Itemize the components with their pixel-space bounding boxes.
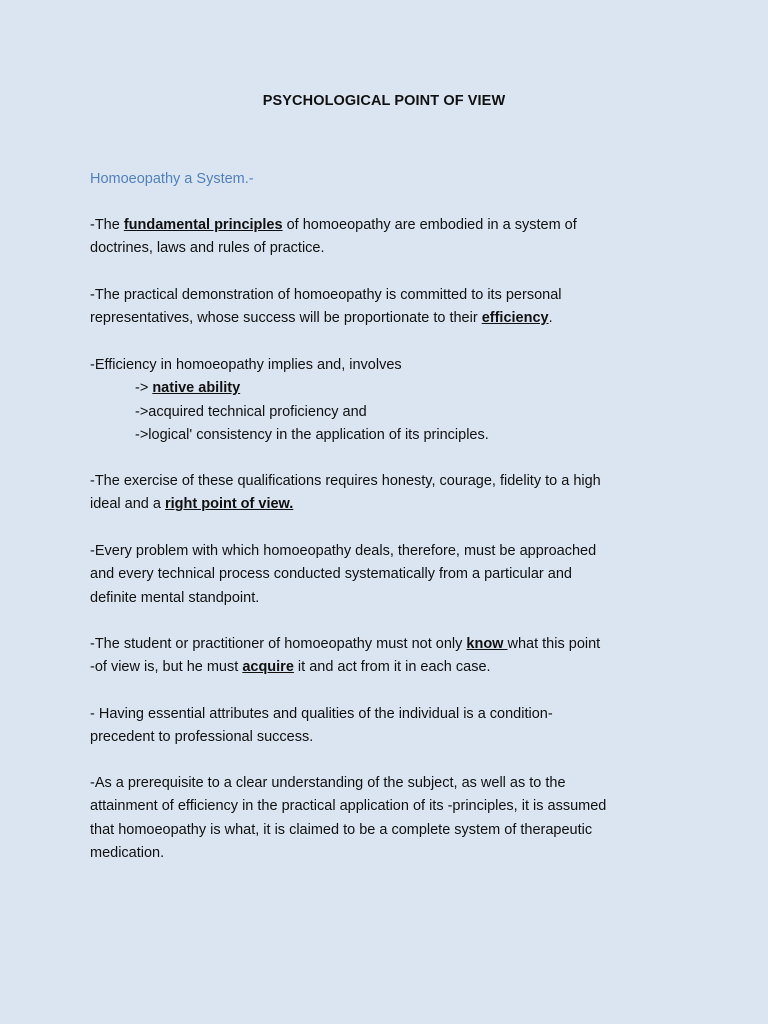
text: -The — [90, 217, 124, 233]
paragraph-6 — [90, 633, 680, 680]
text: representatives, whose success will be proportionate to their — [90, 310, 482, 327]
arrow-text: -> — [135, 380, 153, 397]
paragraph-5-line-2: and every technical process conducted systematically from a particular and — [90, 566, 572, 583]
paragraph-4-line-1: -The exercise of these qualifications requires honesty, courage, fidelity to a high — [90, 473, 601, 489]
emphasis-fundamental-principles: fundamental principles — [123, 217, 283, 233]
paragraph-7-line-2: precedent to professional success. — [90, 729, 314, 746]
paragraph-4-line-2 — [90, 493, 680, 516]
emphasis-know: know — [466, 636, 508, 652]
text: it and act from it in each case. — [293, 659, 491, 676]
paragraph-5-line-1: -Every problem with which homoeopathy deals, therefore, must be approached — [90, 543, 597, 559]
text: . — [548, 310, 553, 327]
emphasis-right-point-of-view: right point of view. — [164, 496, 294, 513]
paragraph-8 — [90, 772, 680, 865]
paragraph-2-line-1: -The practical demonstration of homoeopathy is committed to its personal — [90, 287, 562, 303]
paragraph-6-line-2 — [90, 656, 680, 679]
paragraph-2-line-2 — [90, 307, 680, 330]
paragraph-5 — [90, 540, 680, 610]
paragraph-1-line-1 — [90, 214, 680, 237]
text: ideal and a — [90, 496, 165, 513]
paragraph-3 — [90, 354, 680, 447]
paragraph-4 — [90, 470, 680, 517]
emphasis-native-ability: native ability — [152, 380, 241, 397]
list-item: ->logical' consistency in the application of its principles. — [135, 426, 489, 443]
paragraph-7-line-1: - Having essential attributes and qualities of the individual is a condition- — [90, 706, 553, 722]
paragraph-8-line-4: medication. — [90, 844, 165, 861]
paragraph-7 — [90, 703, 680, 750]
section-heading-suffix: .- — [244, 171, 254, 187]
text: -The student or practitioner of homoeopathy must not only — [90, 636, 467, 652]
emphasis-efficiency: efficiency — [481, 310, 549, 327]
paragraph-2 — [90, 284, 680, 331]
paragraph-1 — [90, 214, 680, 261]
paragraph-5-line-3: definite mental standpoint. — [90, 589, 260, 606]
emphasis-acquire: acquire — [242, 659, 294, 676]
list-item: ->acquired technical proficiency and — [135, 403, 367, 420]
text: -of view is, but he must — [90, 659, 243, 676]
text: of homoeopathy are embodied in a system of — [282, 217, 577, 233]
paragraph-8-line-3: that homoeopathy is what, it is claimed to be a complete system of therapeutic — [90, 821, 593, 838]
section-heading — [90, 168, 680, 191]
paragraph-3-line-1: -Efficiency in homoeopathy implies and, involves — [90, 357, 402, 373]
paragraph-6-line-1 — [90, 633, 680, 656]
paragraph-1-line-2: doctrines, laws and rules of practice. — [90, 240, 325, 257]
paragraph-8-line-2: attainment of efficiency in the practical application of its -principles, it is assumed — [90, 798, 607, 815]
page-title: PSYCHOLOGICAL POINT OF VIEW — [262, 93, 506, 109]
text: what this point — [507, 636, 601, 652]
section-heading-text: Homoeopathy a System — [90, 171, 245, 187]
paragraph-8-line-1: -As a prerequisite to a clear understanding of the subject, as well as to the — [90, 775, 566, 791]
list-item — [90, 377, 680, 400]
